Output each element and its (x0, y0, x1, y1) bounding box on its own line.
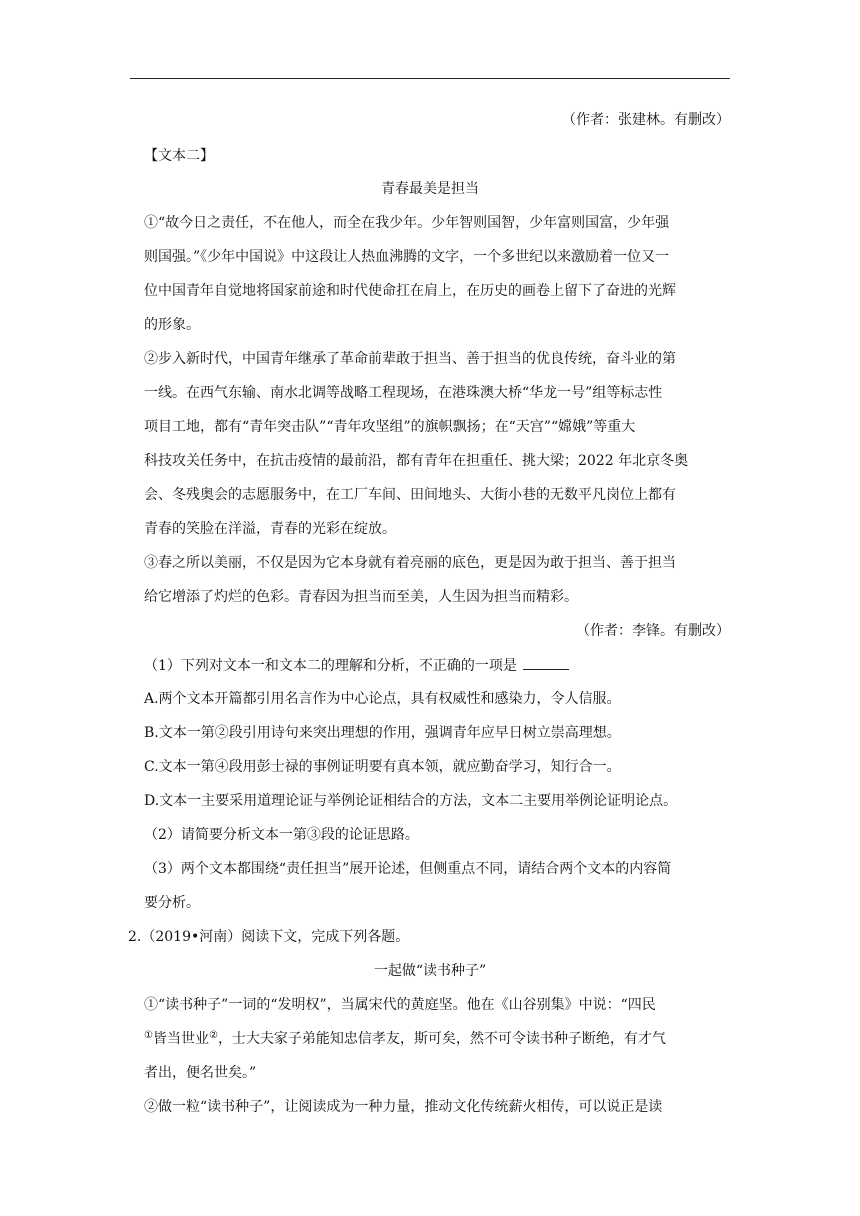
text2-p2-line: 会、冬残奥会的志愿服务中，在工厂车间、田间地头、大街小巷的无数平凡岗位上都有 (144, 487, 676, 503)
text2-p1-line: 位中国青年自觉地将国家前途和时代使命扛在肩上，在历史的画卷上留下了奋进的光辉 (144, 283, 676, 299)
text2-author: （作者：李锋。有删改） (576, 623, 730, 639)
text2-p3-line: 给它增添了灼烂的色彩。青春因为担当而至美，人生因为担当而精彩。 (144, 589, 578, 605)
problem-2-stem: 2.（2019•河南）阅读下文，完成下列各题。 (128, 929, 410, 945)
option-c: C.文本一第④段用彭士禄的事例证明要有真本领，就应勤奋学习，知行合一。 (144, 759, 621, 775)
text2-p3-line: ③春之所以美丽，不仅是因为它本身就有着亮丽的底色，更是因为敢于担当、善于担当 (144, 555, 676, 571)
question-1 (144, 657, 569, 674)
footnote-marker: ① (144, 1030, 153, 1041)
header-rule (130, 78, 730, 79)
question-1-text: （1）下列对文本一和文本二的理解和分析，不正确的一项是 (144, 658, 517, 674)
text2-title: 青春最美是担当 (381, 181, 479, 197)
text2-p2-line: 科技攻关任务中，在抗击疫情的最前沿，都有青年在担重任、挑大梁；2022 年北京冬奥 (144, 453, 689, 469)
text2-p2-line: 项目工地，都有“青年突击队”“青年攻坚组”的旗帜飘扬；在“天宫”“嫦娥”等重大 (144, 419, 636, 435)
footnote-marker: ② (208, 1030, 218, 1041)
text2-p1-line: 的形象。 (144, 317, 200, 333)
text2-p2-line: ②步入新时代，中国青年继承了革命前辈敢于担当、善于担当的优良传统，奋斗业的第 (144, 351, 676, 367)
problem-2-p1-line: 者出，便名世矣。” (144, 1065, 257, 1081)
text2-p1-line: ①“故今日之责任，不在他人，而全在我少年。少年智则国智，少年富则国富，少年强 (144, 215, 670, 231)
problem-2-p1-text: ，士大夫家子弟能知忠信孝友，斯可矣，然不可令读书种子断绝，有才气 (217, 1031, 666, 1047)
option-d: D.文本一主要采用道理论证与举例论证相结合的方法，文本二主要用举例论证明论点。 (144, 793, 678, 809)
option-a: A.两个文本开篇都引用名言作为中心论点，具有权威性和感染力，令人信服。 (144, 691, 621, 707)
problem-2-p1-line (144, 1031, 666, 1049)
question-2: （2）请简要分析文本一第③段的论证思路。 (144, 827, 419, 843)
question-3-line: 要分析。 (144, 895, 200, 911)
text2-p2-line: 青春的笑脸在洋溢，青春的光彩在绽放。 (144, 521, 396, 537)
text2-p1-line: 则国强。”《少年中国说》中这段让人热血沸腾的文字，一个多世纪以来激励着一位又一 (144, 249, 670, 265)
problem-2-p2-line: ②做一粒“读书种子”，让阅读成为一种力量，推动文化传统薪火相传，可以说正是读 (144, 1099, 663, 1115)
option-b: B.文本一第②段引用诗句来突出理想的作用，强调青年应早日树立崇高理想。 (144, 725, 621, 741)
problem-2-title: 一起做“读书种子” (373, 963, 487, 979)
text1-author: （作者：张建林。有删改） (562, 112, 730, 128)
answer-blank[interactable] (523, 657, 569, 670)
problem-2-p1-text: 皆当世业 (152, 1031, 209, 1047)
question-3-line: （3）两个文本都围绕“责任担当”展开论述，但侧重点不同，请结合两个文本的内容简 (144, 861, 672, 877)
problem-2-p1-line: ①“读书种子”一词的“发明权”，当属宋代的黄庭坚。他在《山谷别集》中说：“四民 (144, 997, 656, 1013)
text2-p2-line: 一线。在西气东输、南水北调等战略工程现场，在港珠澳大桥“华龙一号”组等标志性 (144, 385, 663, 401)
text2-heading: 【文本二】 (144, 148, 214, 164)
